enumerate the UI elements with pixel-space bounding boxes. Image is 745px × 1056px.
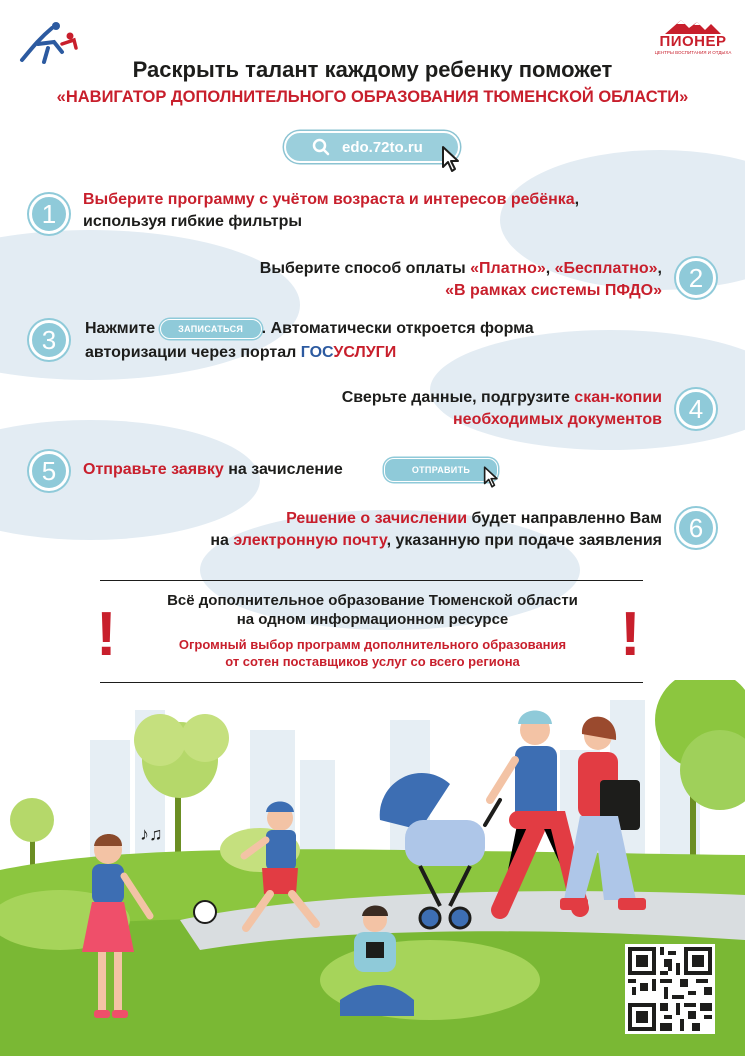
site-url: edo.72to.ru — [342, 138, 423, 156]
step-1-line2: используя гибкие фильтры — [83, 213, 303, 230]
exclamation-mark-right: ! — [620, 600, 641, 669]
info-main-line1: Всё дополнительное образование Тюменской области — [167, 592, 578, 609]
step-6-text — [210, 508, 662, 552]
site-url-pill[interactable] — [284, 131, 460, 163]
step-2-prefix: Выберите способ оплаты — [259, 260, 471, 277]
step-6-prefix: на — [210, 532, 234, 549]
step-4-line2: необходимых документов — [453, 411, 662, 428]
cursor-icon — [441, 145, 463, 173]
qr-code[interactable] — [625, 944, 715, 1034]
step-2-tail: , — [657, 260, 662, 277]
mountain-icon — [665, 18, 721, 34]
step-4-text — [342, 387, 662, 431]
step-3-suffix: . Автоматически откроется форма — [261, 320, 534, 337]
submit-button[interactable]: ОТПРАВИТЬ — [384, 458, 498, 482]
step-5-highlight: Отправьте заявку — [83, 461, 224, 478]
step-6-highlight: Решение о зачислении — [286, 510, 468, 527]
step-4-prefix: Сверьте данные, подгрузите — [341, 389, 575, 406]
exclamation-mark-left: ! — [96, 600, 117, 669]
step-3-line2: авторизации через портал — [85, 344, 301, 361]
info-main — [100, 591, 645, 629]
step-number-2: 2 — [676, 258, 716, 298]
info-sub-line1: Огромный выбор программ дополнительного образования — [178, 637, 567, 652]
brand-name: ПИОНЕР — [659, 33, 727, 50]
enroll-button[interactable]: ЗАПИСАТЬСЯ — [160, 319, 262, 339]
step-3-text — [85, 318, 534, 364]
step-1-highlight: Выберите программу с учётом возраста и интересов ребёнка — [83, 191, 575, 208]
option-pfdo: «В рамках системы ПФДО» — [445, 282, 662, 299]
step-number-1: 1 — [29, 194, 69, 234]
step-5-text — [83, 459, 343, 481]
search-icon — [312, 138, 330, 156]
brand-tagline: ЦЕНТРЫ ВОСПИТАНИЯ И ОТДЫХА — [654, 50, 732, 55]
page-title: Раскрыть талант каждому ребенку поможет — [132, 57, 613, 82]
option-paid: «Платно» — [470, 260, 546, 277]
step-number-4: 4 — [676, 389, 716, 429]
gos-label: ГОС — [300, 344, 334, 361]
step-6-line2-tail: , указанную при подаче заявления — [386, 532, 662, 549]
svg-text:♪♫: ♪♫ — [140, 824, 163, 844]
step-3-prefix: Нажмите — [85, 320, 160, 337]
step-1-tail: , — [574, 191, 580, 208]
info-sub-line2: от сотен поставщиков услуг со всего региона — [225, 654, 520, 669]
step-5-tail: на зачисление — [223, 461, 343, 478]
step-2-sep: , — [545, 260, 555, 277]
step-6-tail: будет направленно Вам — [467, 510, 662, 527]
info-sub — [100, 636, 645, 670]
step-1-text — [83, 189, 579, 233]
step-4-highlight: скан-копии — [574, 389, 662, 406]
email-highlight: электронную почту — [233, 532, 387, 549]
step-2-text — [260, 258, 662, 302]
step-number-6: 6 — [676, 508, 716, 548]
option-free: «Бесплатно» — [554, 260, 658, 277]
step-number-5: 5 — [29, 451, 69, 491]
divider-top — [100, 580, 643, 581]
step-number-3: 3 — [29, 320, 69, 360]
info-main-line2: на одном информационном ресурсе — [236, 611, 509, 628]
qr-code-icon — [628, 947, 712, 1031]
cursor-icon — [483, 465, 501, 489]
uslugi-label: УСЛУГИ — [333, 344, 397, 361]
page-subtitle: «НАВИГАТОР ДОПОЛНИТЕЛЬНОГО ОБРАЗОВАНИЯ ТЮМЕНСКОЙ ОБЛАСТИ» — [56, 88, 689, 106]
